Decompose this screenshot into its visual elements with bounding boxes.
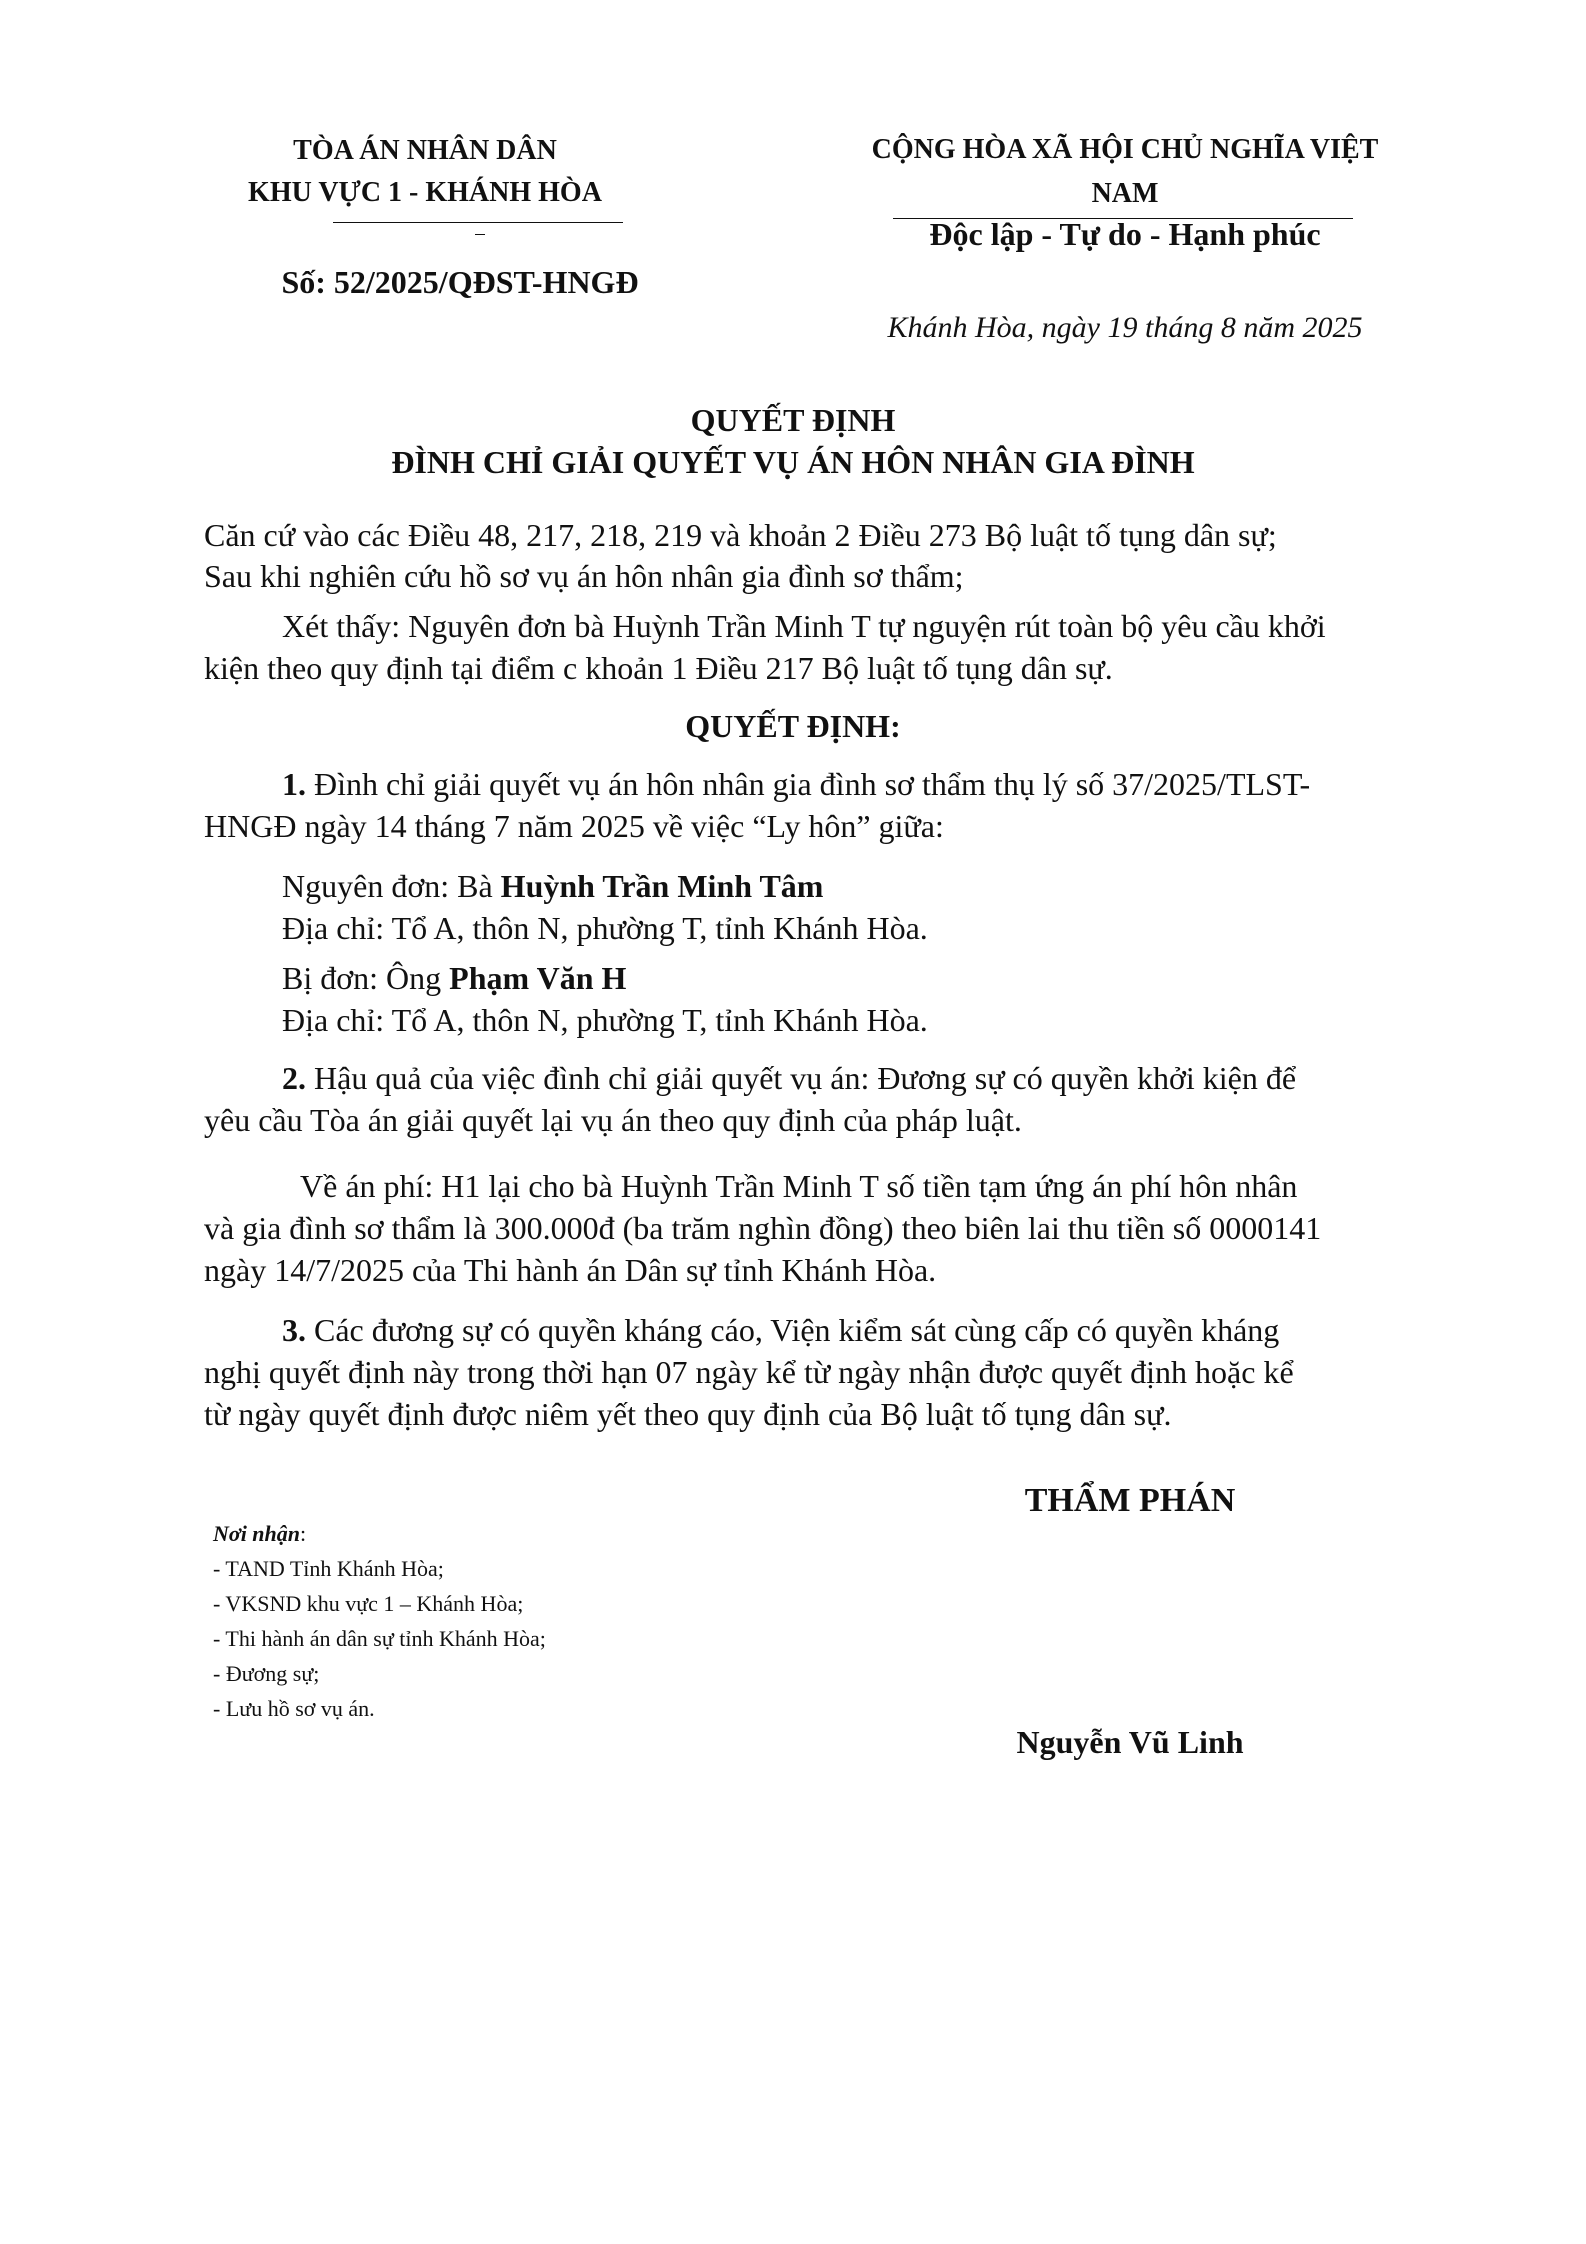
- preamble-finding-line2: kiện theo quy định tại điểm c khoản 1 Điều 217 Bộ luật tố tụng dân sự.: [204, 650, 1113, 686]
- recipients-title-colon: :: [300, 1521, 307, 1546]
- defendant-label: Bị đơn: Ông: [282, 960, 450, 996]
- recipient-item: - Thi hành án dân sự tỉnh Khánh Hòa;: [213, 1626, 546, 1651]
- fee-line3: ngày 14/7/2025 của Thi hành án Dân sự tỉnh Khánh Hòa.: [204, 1252, 937, 1288]
- item3-line3: từ ngày quyết định được niêm yết theo quy định của Bộ luật tố tụng dân sự.: [204, 1396, 1172, 1432]
- item3-line1: [204, 1310, 1482, 1350]
- recipient-item: - TAND Tỉnh Khánh Hòa;: [213, 1556, 444, 1581]
- item1-number: 1.: [282, 766, 306, 802]
- item3-number: 3.: [282, 1312, 306, 1348]
- national-motto-overline: [893, 218, 1353, 219]
- item2-number: 2.: [282, 1060, 306, 1096]
- recipients-title-text: Nơi nhận: [213, 1521, 301, 1546]
- national-title-line2: NAM: [1091, 178, 1159, 209]
- plaintiff-name: Huỳnh Trần Minh Tâm: [500, 868, 824, 904]
- item1-line2: HNGĐ ngày 14 tháng 7 năm 2025 về việc “Ly hôn” giữa:: [204, 808, 944, 844]
- recipient-item: - VKSND khu vực 1 – Khánh Hòa;: [213, 1591, 524, 1616]
- item3-line2: nghị quyết định này trong thời hạn 07 ngày kể từ ngày nhận được quyết định hoặc kể: [204, 1354, 1294, 1390]
- document-subtitle: ĐÌNH CHỈ GIẢI QUYẾT VỤ ÁN HÔN NHÂN GIA ĐÌNH: [391, 444, 1195, 480]
- document-number: Số: 52/2025/QĐST-HNGĐ: [281, 264, 639, 300]
- plaintiff-line: [204, 866, 1482, 906]
- document-title: QUYẾT ĐỊNH: [690, 402, 896, 438]
- recipients-title: [213, 1516, 773, 1551]
- preamble-finding-line1: Xét thấy: Nguyên đơn bà Huỳnh Trần Minh T tự nguyện rút toàn bộ yêu cầu khởi: [282, 608, 1326, 644]
- defendant-name: Phạm Văn H: [449, 960, 627, 996]
- court-name-underline: [333, 222, 623, 223]
- court-name-dash: [475, 234, 485, 235]
- preamble-review: Sau khi nghiên cứu hồ sơ vụ án hôn nhân gia đình sơ thẩm;: [204, 558, 964, 594]
- plaintiff-label: Nguyên đơn: Bà: [282, 868, 501, 904]
- item1-text: Đình chỉ giải quyết vụ án hôn nhân gia đình sơ thẩm thụ lý số 37/2025/TLST-: [306, 766, 1311, 802]
- recipient-item: - Đương sự;: [213, 1661, 320, 1686]
- item3-text: Các đương sự có quyền kháng cáo, Viện kiểm sát cùng cấp có quyền kháng: [306, 1312, 1280, 1348]
- plaintiff-address: Địa chỉ: Tổ A, thôn N, phường T, tỉnh Khánh Hòa.: [282, 910, 928, 946]
- item2-line2: yêu cầu Tòa án giải quyết lại vụ án theo quy định của pháp luật.: [204, 1102, 1022, 1138]
- recipients-block: [213, 1516, 773, 1726]
- document-date: Khánh Hòa, ngày 19 tháng 8 năm 2025: [887, 311, 1363, 344]
- fee-line2: và gia đình sơ thẩm là 300.000đ (ba trăm nghìn đồng) theo biên lai thu tiền số 0000141: [204, 1210, 1322, 1246]
- national-title-line1: CỘNG HÒA XÃ HỘI CHỦ NGHĨA VIỆT: [871, 134, 1379, 165]
- national-title-block: [820, 128, 1430, 216]
- fee-line1: Về án phí: H1 lại cho bà Huỳnh Trần Minh T số tiền tạm ứng án phí hôn nhân: [300, 1168, 1298, 1204]
- court-name-block: [230, 130, 620, 214]
- item2-line1: [204, 1058, 1482, 1098]
- preamble-legal-basis: Căn cứ vào các Điều 48, 217, 218, 219 và khoản 2 Điều 273 Bộ luật tố tụng dân sự;: [204, 517, 1277, 553]
- recipient-item: - Lưu hồ sơ vụ án.: [213, 1696, 375, 1721]
- court-name-line1: TÒA ÁN NHÂN DÂN: [293, 135, 557, 166]
- signature-name: Nguyễn Vũ Linh: [1016, 1724, 1244, 1760]
- national-motto: Độc lập - Tự do - Hạnh phúc: [929, 216, 1321, 252]
- signature-title: THẨM PHÁN: [1024, 1482, 1236, 1519]
- decision-heading: QUYẾT ĐỊNH:: [685, 708, 901, 744]
- defendant-line: [204, 958, 1482, 998]
- court-name-line2: KHU VỰC 1 - KHÁNH HÒA: [248, 177, 602, 208]
- item2-text: Hậu quả của việc đình chỉ giải quyết vụ án: Đương sự có quyền khởi kiện để: [306, 1060, 1297, 1096]
- defendant-address: Địa chỉ: Tổ A, thôn N, phường T, tỉnh Khánh Hòa.: [282, 1002, 928, 1038]
- item1-line1: [204, 764, 1482, 804]
